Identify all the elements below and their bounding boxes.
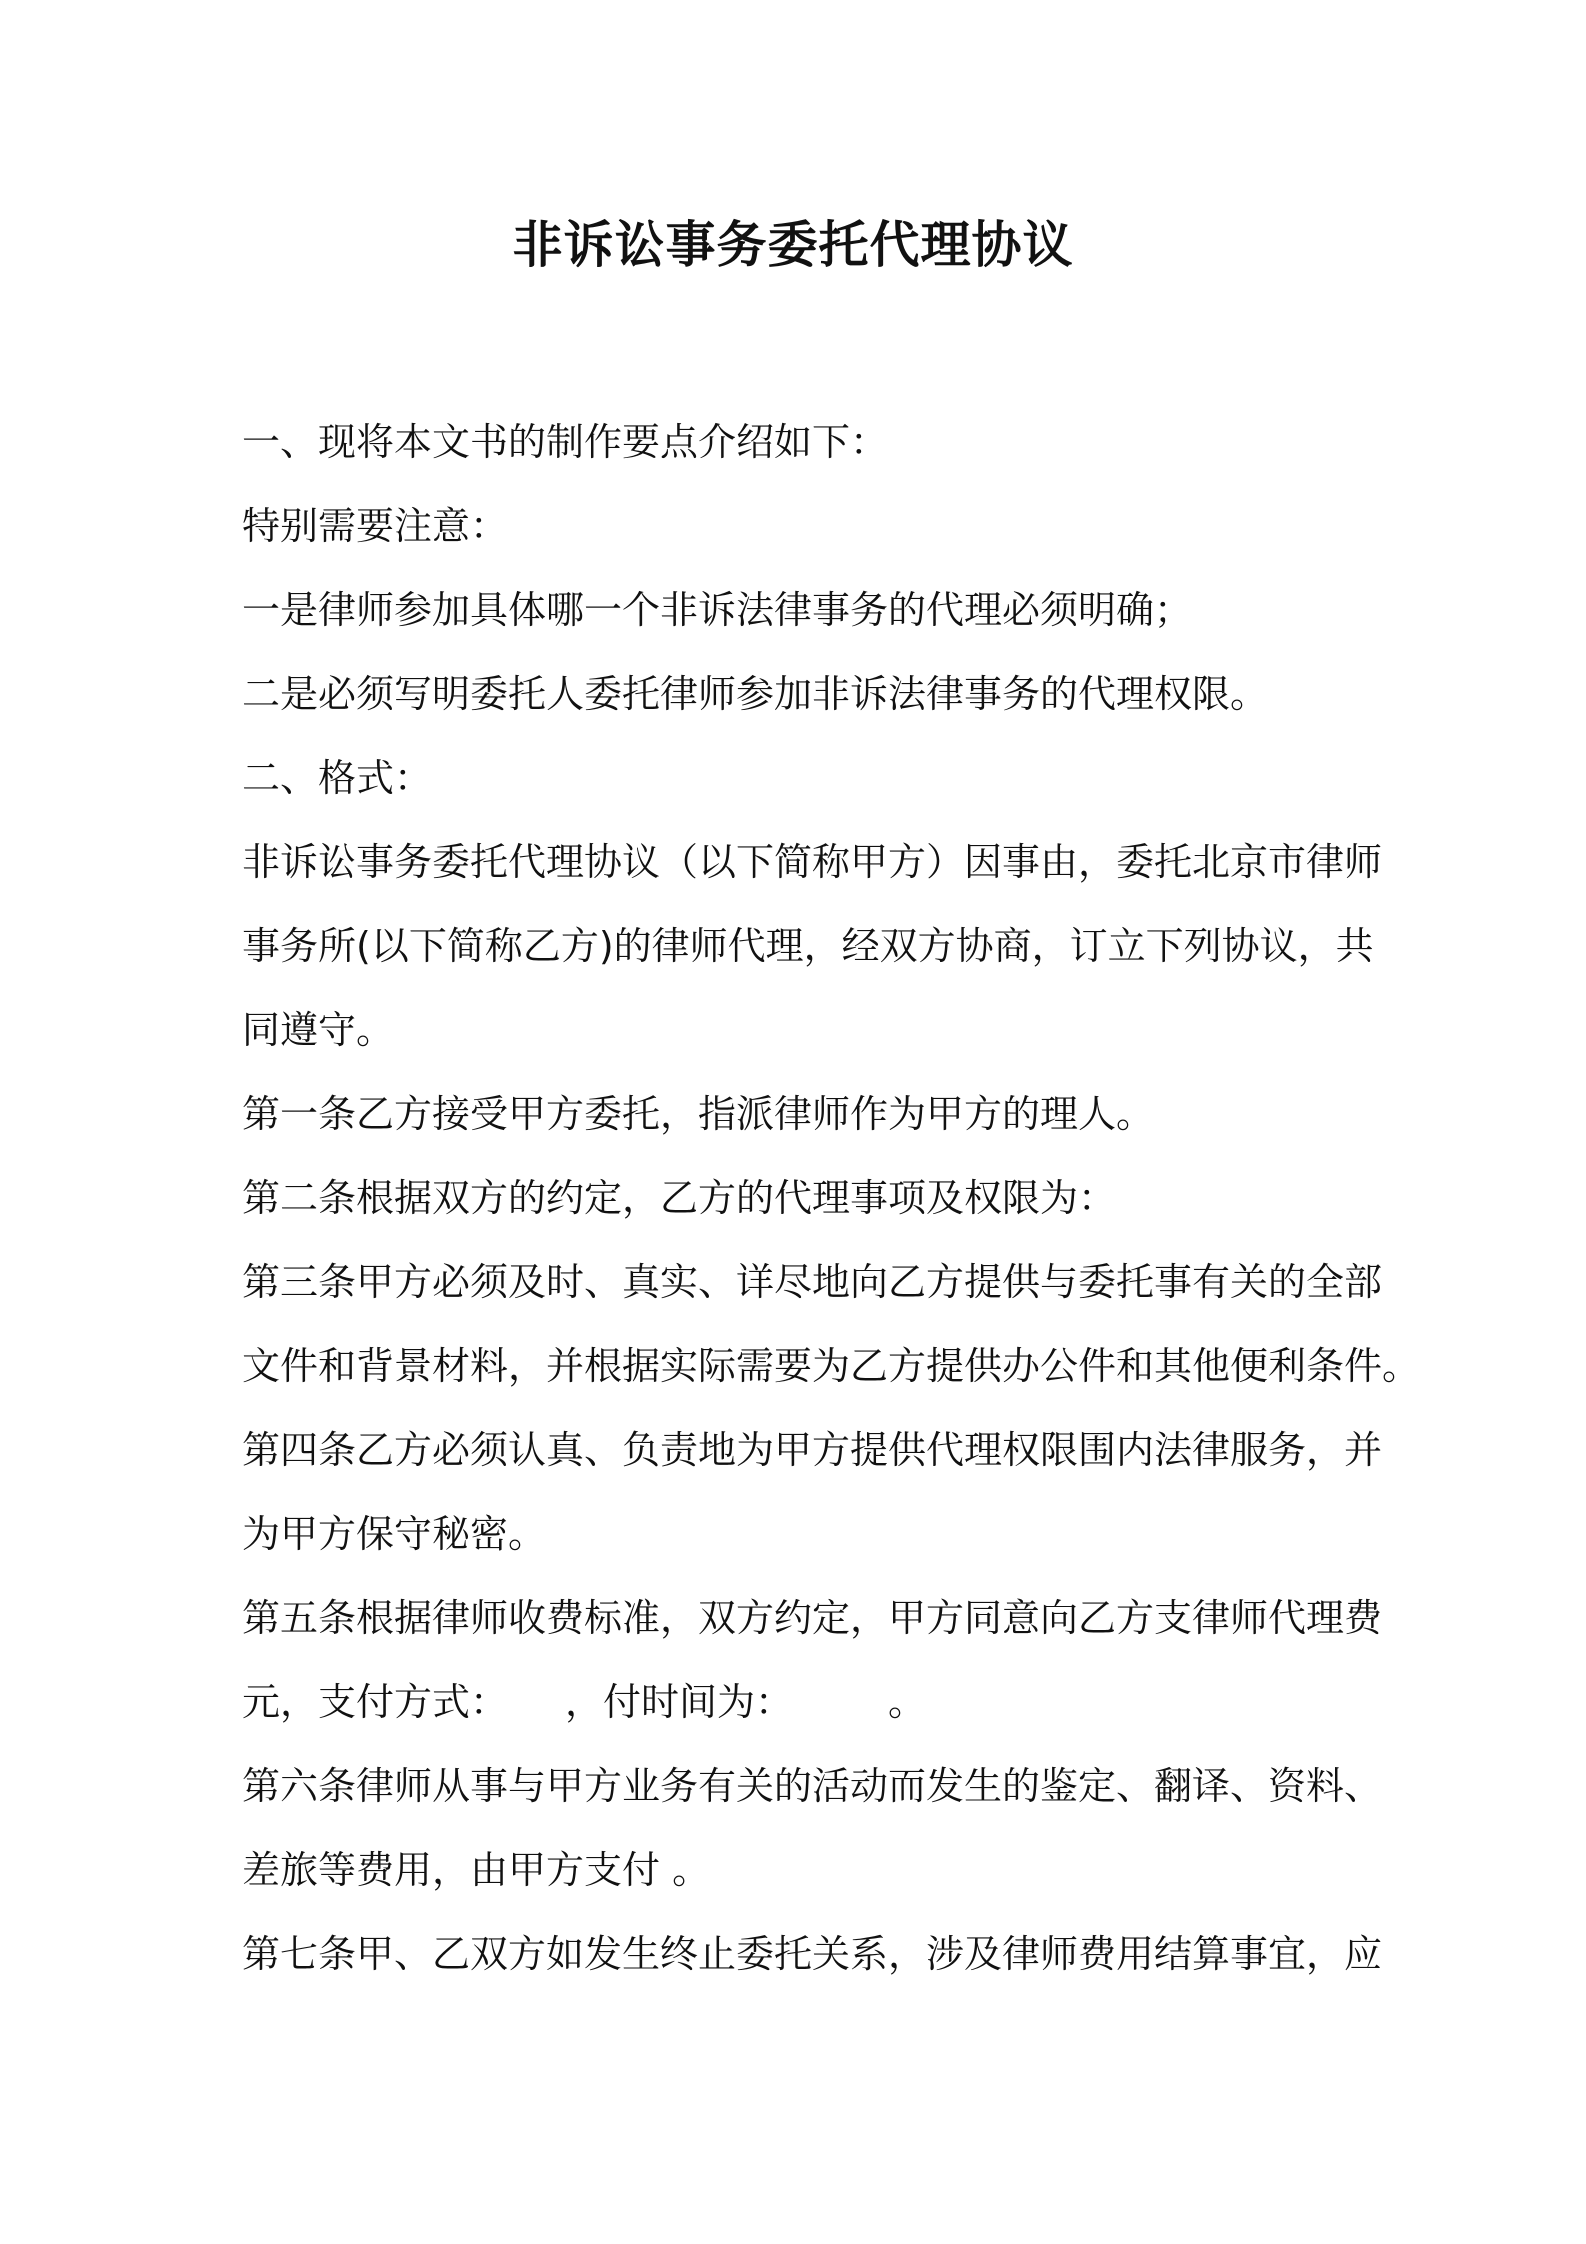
- article-2-line: 第二条根据双方的约定，乙方的代理事项及权限为：: [242, 1176, 1117, 1220]
- paragraph-line: 一是律师参加具体哪一个非诉法律事务的代理必须明确；: [242, 588, 1193, 632]
- document-body: [242, 400, 1421, 1996]
- document-title: 非诉讼事务委托代理协议: [512, 216, 1074, 274]
- article-3-line: 文件和背景材料，并根据实际需要为乙方提供办公件和其他便利条件。: [242, 1344, 1421, 1388]
- article-4-line: 第四条乙方必须认真、负责地为甲方提供代理权限围内法律服务，并: [242, 1428, 1383, 1472]
- paragraph-line: 二是必须写明委托人委托律师参加非诉法律事务的代理权限。: [242, 672, 1269, 716]
- article-1-line: 第一条乙方接受甲方委托，指派律师作为甲方的理人。: [242, 1092, 1155, 1136]
- article-5-line: 元，支付方式： ，付时间为： 。: [242, 1680, 927, 1724]
- section-heading-2: 二、格式：: [242, 756, 433, 800]
- paragraph-line: 非诉讼事务委托代理协议（以下简称甲方）因事由，委托北京市律师: [242, 840, 1383, 884]
- paragraph-line: 特别需要注意：: [242, 504, 509, 548]
- paragraph-line: 事务所(以下简称乙方)的律师代理，经双方协商，订立下列协议，共: [242, 924, 1374, 968]
- article-6-line: 差旅等费用，由甲方支付 。: [242, 1848, 711, 1892]
- article-5-line: 第五条根据律师收费标准，双方约定，甲方同意向乙方支律师代理费: [242, 1596, 1383, 1640]
- article-3-line: 第三条甲方必须及时、真实、详尽地向乙方提供与委托事有关的全部: [242, 1260, 1383, 1304]
- article-4-line: 为甲方保守秘密。: [242, 1512, 547, 1556]
- article-7-line: 第七条甲、乙双方如发生终止委托关系，涉及律师费用结算事宜，应: [242, 1932, 1383, 1976]
- paragraph-line: 同遵守。: [242, 1008, 395, 1052]
- article-6-line: 第六条律师从事与甲方业务有关的活动而发生的鉴定、翻译、资料、: [242, 1764, 1383, 1808]
- section-heading-1: 一、现将本文书的制作要点介绍如下：: [242, 420, 889, 464]
